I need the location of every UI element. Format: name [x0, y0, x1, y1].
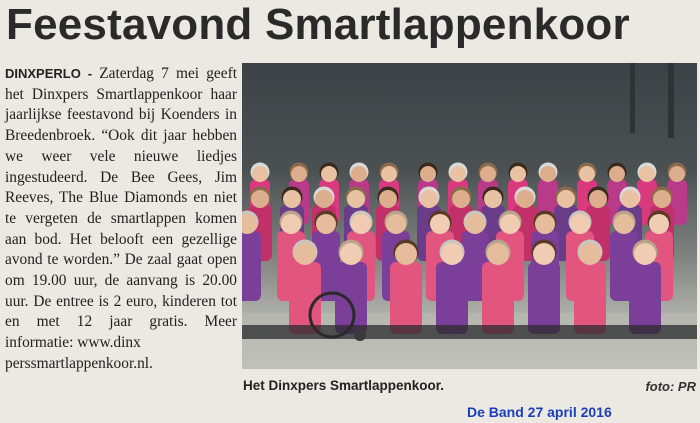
choir-member-face [639, 166, 655, 182]
choir-member-face [579, 243, 601, 265]
choir-member-body [629, 262, 661, 334]
choir-member-body [242, 231, 261, 301]
choir-member-body [574, 262, 606, 334]
choir-member-face [351, 214, 371, 234]
choir-member-face [351, 166, 367, 182]
article-body [5, 64, 237, 375]
choir-member-face [484, 190, 502, 208]
choir-member-face [535, 214, 555, 234]
source-note: De Band 27 april 2016 [467, 404, 612, 420]
choir-photo [242, 63, 697, 369]
article-text: Zaterdag 7 mei geeft het Dinxpers Smartlappenkoor haar jaarlijkse feestavond bij Koenders in Breedenbroek. “Ook dit jaar hebben we weer vele nieuwe liedjes ingestudeerd. De Bee Gees, Jim Reeves, The Blue Diamonds en niet te vergeten de smartlappen komen aan bod. Het belooft een gezellige avond te worden.” De zaal gaat open om 19.00 uur, de aanvang is 20.00 uur. De entree is 2 euro, kinderen tot en met 12 jaar gratis. Meer informatie: www.dinx [5, 65, 237, 352]
choir-member-face [252, 166, 268, 182]
choir-member-face [420, 166, 436, 182]
choir-member-face [386, 214, 406, 234]
choir-member-face [381, 166, 397, 182]
choir-member-face [283, 190, 301, 208]
choir-member-face [557, 190, 575, 208]
article-headline: Feestavond Smartlappenkoor [6, 0, 630, 49]
choir-member-face [533, 243, 555, 265]
choir-member-face [441, 243, 463, 265]
choir-member-face [452, 190, 470, 208]
photo-caption: Het Dinxpers Smartlappenkoor. [243, 378, 445, 393]
choir-member-face [316, 214, 336, 234]
choir-member-face [669, 166, 685, 182]
website-text: perssmartlappenkoor.nl. [5, 354, 153, 372]
choir-member-face [291, 166, 307, 182]
choir-member-face [510, 166, 526, 182]
choir-member-face [430, 214, 450, 234]
choir-member-face [251, 190, 269, 208]
article-paragraph [5, 64, 237, 375]
choir-member-face [379, 190, 397, 208]
choir-member-face [347, 190, 365, 208]
choir-member-face [653, 190, 671, 208]
choir-member-face [480, 166, 496, 182]
choir-member-body [482, 262, 514, 334]
choir-member-face [487, 243, 509, 265]
choir-member-face [450, 166, 466, 182]
choir-member-face [570, 214, 590, 234]
choir-member-body [436, 262, 468, 334]
choir-member-body [528, 262, 560, 334]
choir-member-face [315, 190, 333, 208]
choir-member-face [500, 214, 520, 234]
choir-member-face [621, 190, 639, 208]
choir-member-face [340, 243, 362, 265]
choir-member-face [294, 243, 316, 265]
choir-member-face [465, 214, 485, 234]
choir-legs [242, 325, 697, 339]
choir-member-face [579, 166, 595, 182]
choir-member-face [395, 243, 417, 265]
choir-member-body [390, 262, 422, 334]
photo-credit: foto: PR [645, 379, 696, 394]
choir-member-face [614, 214, 634, 234]
choir-member-face [281, 214, 301, 234]
choir-member-face [321, 166, 337, 182]
choir-member-face [634, 243, 656, 265]
choir-member-face [649, 214, 669, 234]
choir-member-face [540, 166, 556, 182]
choir-illustration [242, 63, 697, 369]
choir-member-face [420, 190, 438, 208]
choir-member-face [589, 190, 607, 208]
choir-member-face [609, 166, 625, 182]
dateline: DINXPERLO - [5, 66, 93, 81]
choir-member-face [516, 190, 534, 208]
